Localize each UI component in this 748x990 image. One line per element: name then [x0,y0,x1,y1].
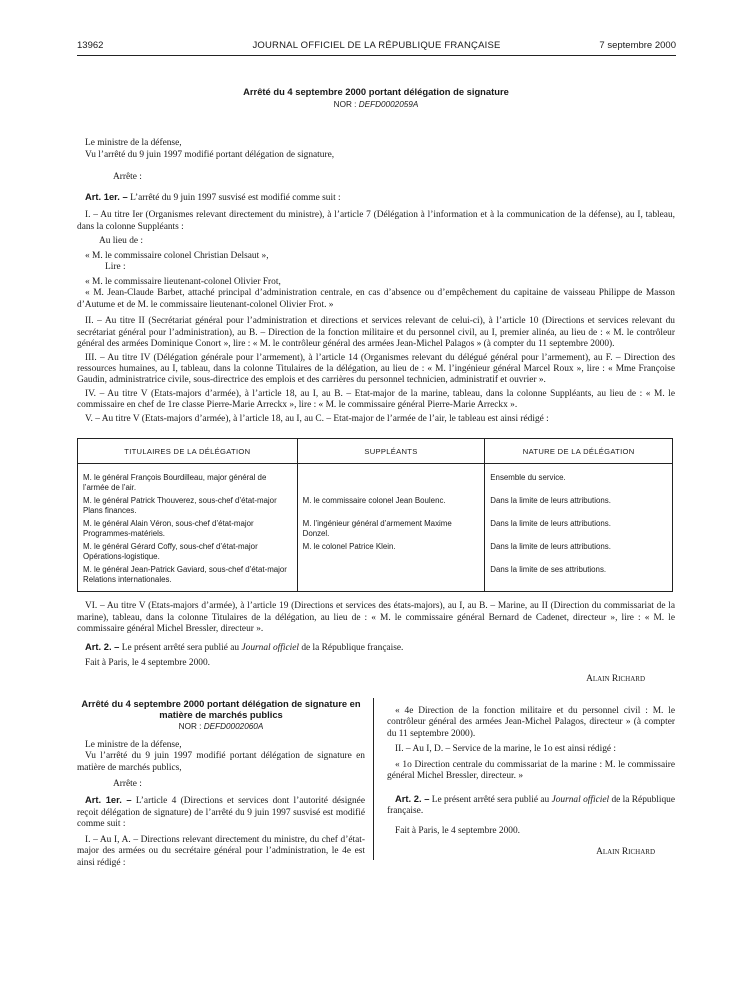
decree-2-left [77,698,365,869]
table-row [78,542,673,565]
decree-2-title: Arrêté du 4 septembre 2000 portant délégation de signature en matière de marchés publics [81,698,361,721]
cell-suppleant: M. le colonel Patrice Klein. [297,542,485,565]
quote-4e: « 4e Direction de la fonction militaire et du personnel civil : M. le contrôleur général des armées Jean-Michel Palagos, directeur » (à compter du 11 septembre 2000). [387,706,675,739]
article-1-label: Art. 1er. – [85,190,128,202]
paragraph-II: II. – Au titre II (Secrétariat général pour l’administration et directions et services relevant de celui-ci), à l’article 10 (Directions et services relevant du secrétariat général pour l’administration), au B. – Direction de la fonction militaire et du personnel civil, au I, premier alinéa, au lieu de : « M. le contrôleur général des armées Dominique Conort », lire : « M. le contrôleur général des armées Jean-Michel Palagos » (à compter du 11 septembre 2000). [77,316,675,350]
article-1 [77,794,365,830]
table-row [78,519,673,542]
cell-titulaire: M. le général Gérard Coffy, sous-chef d’état-major Opérations-logistique. [78,542,298,565]
intro-vu: Vu l’arrêté du 9 juin 1997 modifié portant délégation de signature en matière de marchés publics, [77,751,365,773]
article-2-text-a: Le présent arrêté sera publié au [121,642,240,653]
col-header-titulaires: TITULAIRES DE LA DÉLÉGATION [78,439,298,464]
paragraph-I: I. – Au I, A. – Directions relevant directement du ministre, du chef d’état-major des armées ou du secrétaire général pour l’administration, le 4e est ainsi rédigé : [77,834,365,868]
article-2-text-b: de la République française. [301,642,404,653]
table-header-row [78,439,673,464]
article-2-journal: Journal officiel [551,794,610,805]
lire: Lire : [105,262,126,273]
page-header [77,40,676,54]
fait-a-paris: Fait à Paris, le 4 septembre 2000. [395,825,520,836]
arrete: Arrête : [113,778,142,789]
cell-nature: Dans la limite de leurs attributions. [485,519,673,542]
quote-frot: « M. le commissaire lieutenant-colonel Olivier Frot, [85,276,281,287]
cell-nature: Dans la limite de leurs attributions. [485,542,673,565]
paragraph-VI: VI. – Au titre V (Etats-majors d’armée), à l’article 19 (Directions et services des états-majors), au I, au B. – Marine, au II (Direction du commissariat de la marine), tableau, dans la colonne Titulaires de la délégation, au lieu de : « M. le commissaire général Bernard de Cadenet, directeur », lire : « M. le commissaire général Michel Bressler, directeur ». [77,601,675,635]
decree-1-title: Arrêté du 4 septembre 2000 portant délégation de signature [243,86,509,97]
fait-a-paris: Fait à Paris, le 4 septembre 2000. [85,658,210,669]
article-1-text: L’article 4 (Directions et services dont l’autorité désignée reçoit délégation de signature) de l’arrêté du 9 juin 1997 susvisé est modifié comme suit : [77,796,365,830]
article-1-text: L’arrêté du 9 juin 1997 susvisé est modifié comme suit : [130,192,341,203]
article-1 [77,191,675,204]
article-2-journal: Journal officiel [241,642,300,653]
article-1-label: Art. 1er. – [85,794,132,806]
cell-suppleant [297,565,485,592]
cell-titulaire: M. le général François Bourdilleau, major général de l’armée de l’air. [78,473,298,496]
table-row [78,473,673,496]
cell-suppleant: M. l’ingénieur général d’armement Maxime Donzel. [297,519,485,542]
decree-1 [77,86,675,685]
nor-label: NOR : [178,721,202,731]
issue-date: 7 septembre 2000 [599,40,676,51]
table-row [78,464,673,474]
cell-suppleant [297,473,485,496]
journal-title: JOURNAL OFFICIEL DE LA RÉPUBLIQUE FRANÇAISE [252,40,501,51]
signature: Alain Richard [596,847,655,858]
decree-2-right [387,698,675,859]
article-2 [387,793,675,818]
nor-code: DEFD0002059A [358,100,419,110]
delegation-table [77,438,673,592]
col-header-nature: NATURE DE LA DÉLÉGATION [485,439,673,464]
arrete: Arrête : [113,172,142,183]
quote-barbet: « M. Jean-Claude Barbet, attaché principal d’administration centrale, en cas d’absence ou d’empêchement du capitaine de vaisseau Philippe de Masson d’Autume et de M. le commissaire lieutenant-colonel Olivier Frot. » [77,288,675,310]
col-header-suppleants: SUPPLÉANTS [297,439,485,464]
cell-nature: Ensemble du service. [485,473,673,496]
article-2-label: Art. 2. – [395,792,430,804]
cell-titulaire: M. le général Patrick Thouverez, sous-chef d’état-major Plans finances. [78,496,298,519]
paragraph-V: V. – Au titre V (Etats-majors d’armée), à l’article 18, au I, au C. – Etat-major de l’armée de l’air, le tableau est ainsi rédigé : [85,413,549,424]
signature: Alain Richard [586,673,645,684]
nor-label: NOR : [333,100,357,110]
cell-titulaire: M. le général Alain Véron, sous-chef d’état-major Programmes-matériels. [78,519,298,542]
intro-vu: Vu l’arrêté du 9 juin 1997 modifié portant délégation de signature, [85,149,335,160]
page-number: 13962 [77,40,104,51]
intro-minister: Le ministre de la défense, [85,739,182,750]
article-2-text-a: Le présent arrêté sera publié au [431,794,550,805]
article-2-label: Art. 2. – [85,640,120,652]
cell-titulaire: M. le général Jean-Patrick Gaviard, sous-chef d’état-major Relations internationales. [78,565,298,592]
au-lieu-de: Au lieu de : [99,236,144,247]
nor-code: DEFD0002060A [203,721,264,731]
decree-2-nor [77,722,365,732]
article-2-text-b: de la République française. [387,794,676,817]
column-divider [373,698,374,860]
paragraph-IV: IV. – Au titre V (Etats-majors d’armée), à l’article 18, au I, au B. – Etat-major de la marine, tableau, dans la colonne Suppléants, au lieu de : « M. le commissaire en chef de 1re classe Pierre-Marie Arreckx », lire : « M. le commissaire général Pierre-Marie Arreckx ». [77,388,675,411]
quote-1o: « 1o Direction centrale du commissariat de la marine : M. le commissaire général Michel Bressler, directeur. » [387,759,675,782]
cell-nature: Dans la limite de ses attributions. [485,565,673,592]
quote-delsaut: « M. le commissaire colonel Christian Delsaut », [85,250,269,261]
decree-1-nor [77,100,675,110]
intro-minister: Le ministre de la défense, [85,138,182,149]
paragraph-II: II. – Au I, D. – Service de la marine, le 1o est ainsi rédigé : [395,744,617,755]
paragraph-III: III. – Au titre IV (Délégation générale pour l’armement), à l’article 14 (Organismes relevant du délégué général pour l’armement), au F. – Direction des ressources humaines, au I, tableau, dans la colonne Titulaires de la délégation, au lieu de : « M. l’ingénieur général Marcel Roux », lire : « Mme Françoise Gaudin, administratrice civile, sous-directrice des emplois et des carrières du personnel technicien, administratif et ouvrier ». [77,352,675,386]
table-row [78,496,673,519]
cell-nature: Dans la limite de leurs attributions. [485,496,673,519]
paragraph-I: I. – Au titre Ier (Organismes relevant directement du ministre), à l’article 7 (Délégation à l’information et à la communication de la défense), au I, tableau, dans la colonne Suppléants : [77,210,675,232]
cell-suppleant: M. le commissaire colonel Jean Boulenc. [297,496,485,519]
table-row [78,565,673,592]
article-2 [77,641,675,654]
header-rule [77,55,676,56]
